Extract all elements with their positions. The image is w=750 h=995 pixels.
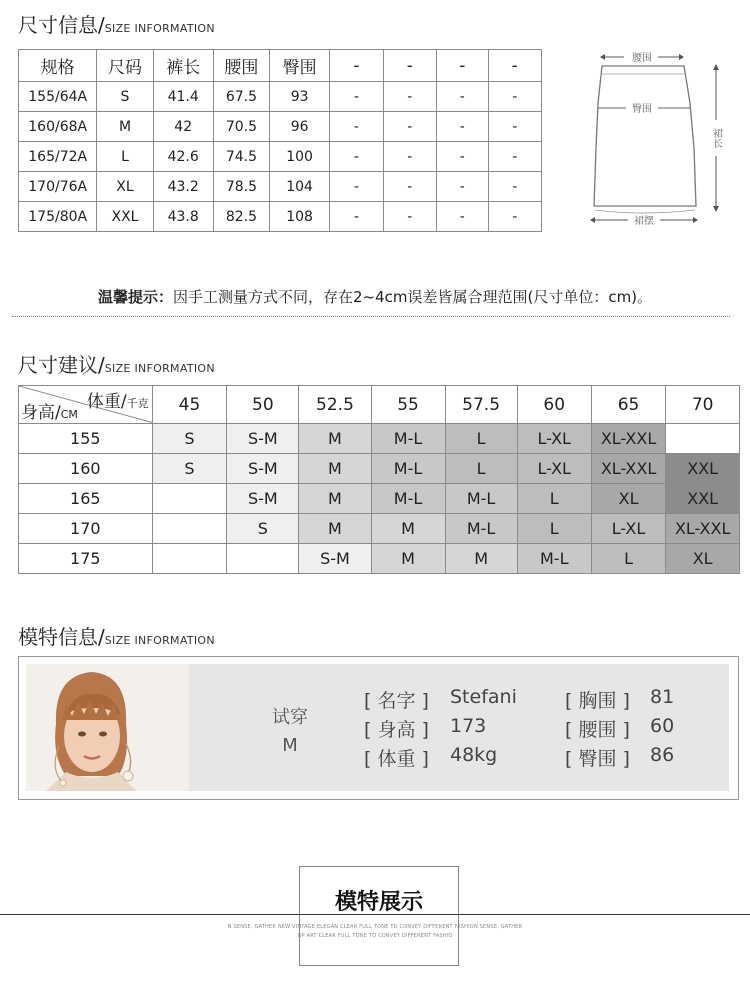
size-cell: 100 — [270, 142, 330, 172]
model-info-box — [18, 656, 739, 800]
rec-size-cell: L — [517, 514, 591, 544]
model-info-title: 模特信息/SIZE INFORMATION — [18, 625, 215, 649]
size-cell: 175/80A — [19, 202, 97, 232]
size-row — [19, 172, 542, 202]
rec-size-cell — [152, 514, 227, 544]
showcase-title: 模特展示 — [334, 890, 423, 915]
size-cell: 70.5 — [213, 112, 269, 142]
rec-size-cell: M — [371, 544, 445, 574]
rec-size-cell: L — [445, 454, 517, 484]
rec-size-cell: M-L — [371, 484, 445, 514]
weight-header-cell: 55 — [371, 386, 445, 424]
size-cell: 93 — [270, 82, 330, 112]
size-row — [19, 112, 542, 142]
size-cell: - — [488, 82, 542, 112]
waist-label: 腰围 — [632, 53, 652, 64]
rec-size-cell: M-L — [371, 424, 445, 454]
showcase-frame — [299, 866, 459, 966]
size-cell: M — [97, 112, 153, 142]
showcase-divider — [0, 914, 750, 915]
size-cell: 160/68A — [19, 112, 97, 142]
size-rec-title: 尺寸建议/SIZE INFORMATION — [18, 353, 215, 377]
rec-size-cell: XL-XXL — [591, 424, 666, 454]
dotted-divider — [12, 316, 730, 317]
size-cell: - — [383, 172, 436, 202]
size-cell: 78.5 — [213, 172, 269, 202]
height-cell: 175 — [19, 544, 153, 574]
size-cell: 41.4 — [153, 82, 213, 112]
rec-row — [19, 544, 740, 574]
size-cell: 104 — [270, 172, 330, 202]
rec-size-cell: XL-XXL — [591, 454, 666, 484]
weight-header-cell: 60 — [517, 386, 591, 424]
size-cell: - — [330, 112, 383, 142]
rec-size-cell: XXL — [666, 484, 740, 514]
rec-size-cell: M — [445, 544, 517, 574]
rec-row — [19, 454, 740, 484]
size-cell: - — [437, 202, 488, 232]
size-cell: 96 — [270, 112, 330, 142]
height-value: 173 — [450, 715, 487, 737]
name-value: Stefani — [450, 686, 517, 708]
size-cell: - — [330, 202, 383, 232]
rec-size-cell: L-XL — [517, 424, 591, 454]
size-cell: 165/72A — [19, 142, 97, 172]
size-cell: - — [437, 172, 488, 202]
rec-size-cell: XL-XXL — [666, 514, 740, 544]
rec-row — [19, 514, 740, 544]
height-cell: 160 — [19, 454, 153, 484]
rec-corner-cell — [19, 386, 153, 424]
rec-size-cell: L-XL — [591, 514, 666, 544]
rec-row — [19, 484, 740, 514]
rec-size-cell: M — [299, 454, 371, 484]
height-cell: 170 — [19, 514, 153, 544]
rec-size-cell: L — [445, 424, 517, 454]
size-cell: XL — [97, 172, 153, 202]
height-label: [ 身高 ] — [364, 719, 429, 741]
rec-size-cell: S-M — [227, 454, 299, 484]
weight-header-cell: 50 — [227, 386, 299, 424]
size-cell: - — [383, 202, 436, 232]
size-header-row — [19, 50, 542, 82]
rec-size-cell: S — [227, 514, 299, 544]
rec-size-cell: M-L — [517, 544, 591, 574]
weight-value: 48kg — [450, 744, 498, 766]
size-cell: 42.6 — [153, 142, 213, 172]
rec-size-cell: L-XL — [517, 454, 591, 484]
rec-size-cell: S-M — [227, 424, 299, 454]
size-cell: XXL — [97, 202, 153, 232]
rec-size-cell — [666, 424, 740, 454]
rec-size-cell: M — [299, 484, 371, 514]
name-label: [ 名字 ] — [364, 690, 429, 712]
size-info-title: 尺寸信息/SIZE INFORMATION — [18, 13, 215, 37]
size-cell: - — [383, 142, 436, 172]
weight-header-cell: 70 — [666, 386, 740, 424]
size-cell: - — [488, 142, 542, 172]
weight-header-cell: 52.5 — [299, 386, 371, 424]
size-header-cell: 规格 — [19, 50, 97, 82]
size-tip: 温馨提示：因手工测量方式不同，存在2~4cm误差皆属合理范围(尺寸单位：cm)。 — [97, 288, 653, 306]
height-cell: 155 — [19, 424, 153, 454]
size-row — [19, 202, 542, 232]
size-cell: - — [437, 142, 488, 172]
length-label: 裙长 — [710, 128, 722, 148]
rec-size-cell: S-M — [227, 484, 299, 514]
rec-size-cell: L — [517, 484, 591, 514]
size-cell: 42 — [153, 112, 213, 142]
size-header-cell: 尺码 — [97, 50, 153, 82]
height-cell: 165 — [19, 484, 153, 514]
rec-size-cell: L — [591, 544, 666, 574]
size-cell: 74.5 — [213, 142, 269, 172]
rec-size-cell: M — [299, 514, 371, 544]
rec-size-cell: XL — [666, 544, 740, 574]
rec-size-cell: M — [299, 424, 371, 454]
weight-label: [ 体重 ] — [364, 748, 429, 770]
size-cell: - — [330, 172, 383, 202]
size-header-cell: 腰围 — [213, 50, 269, 82]
size-header-cell: - — [383, 50, 436, 82]
size-cell: - — [488, 172, 542, 202]
size-row — [19, 142, 542, 172]
hip-value: 86 — [650, 744, 675, 766]
size-header-cell: 臀围 — [270, 50, 330, 82]
weight-axis-label: 体重/千克 — [86, 392, 149, 412]
rec-size-cell: S — [152, 424, 227, 454]
size-cell: - — [488, 112, 542, 142]
size-cell: L — [97, 142, 153, 172]
skirt-diagram — [582, 48, 732, 233]
size-cell: 67.5 — [213, 82, 269, 112]
weight-header-cell: 57.5 — [445, 386, 517, 424]
trial-size: 试穿 M — [272, 707, 308, 756]
rec-size-cell — [152, 544, 227, 574]
rec-size-cell: S-M — [299, 544, 371, 574]
height-axis-label: 身高/CM — [21, 403, 78, 423]
rec-size-cell — [152, 484, 227, 514]
waist-label: [ 腰围 ] — [565, 719, 630, 741]
model-info-panel — [26, 664, 729, 791]
model-portrait-illustration — [26, 664, 189, 791]
rec-size-cell: M-L — [371, 454, 445, 484]
size-cell: - — [437, 112, 488, 142]
size-cell: 170/76A — [19, 172, 97, 202]
size-cell: 108 — [270, 202, 330, 232]
size-cell: - — [330, 142, 383, 172]
size-header-cell: - — [437, 50, 488, 82]
rec-size-cell: M-L — [445, 484, 517, 514]
hip-label: 臀围 — [632, 104, 652, 115]
rec-size-cell: XXL — [666, 454, 740, 484]
rec-size-cell — [227, 544, 299, 574]
size-cell: - — [383, 82, 436, 112]
size-cell: - — [330, 82, 383, 112]
size-cell: 82.5 — [213, 202, 269, 232]
hem-label: 裙摆 — [634, 216, 654, 227]
size-cell: 43.8 — [153, 202, 213, 232]
hip-label: [ 臀围 ] — [565, 748, 630, 770]
size-cell: - — [437, 82, 488, 112]
size-cell: - — [488, 202, 542, 232]
rec-size-cell: XL — [591, 484, 666, 514]
size-header-cell: - — [488, 50, 542, 82]
size-cell: - — [383, 112, 436, 142]
rec-size-cell: M — [371, 514, 445, 544]
weight-header-cell: 65 — [591, 386, 666, 424]
bust-value: 81 — [650, 686, 675, 708]
model-photo — [26, 664, 189, 791]
size-header-cell: - — [330, 50, 383, 82]
showcase-subtitle-1: N SENSE, GATHER NEW VINTAGE ELEGAN CLEAR FULL TONE TO CONVEY DIFFERENT FASHION SENSE, GATHER — [227, 924, 523, 930]
size-header-cell: 裤长 — [153, 50, 213, 82]
size-cell: S — [97, 82, 153, 112]
rec-header-row — [19, 386, 740, 424]
size-cell: 43.2 — [153, 172, 213, 202]
waist-value: 60 — [650, 715, 675, 737]
bust-label: [ 胸围 ] — [565, 690, 630, 712]
size-cell: 155/64A — [19, 82, 97, 112]
size-row — [19, 82, 542, 112]
size-info-table — [18, 49, 542, 232]
showcase-subtitle-2: OP ART CLEAR FULL TONE TO CONVEY DIFFERENT FASHIO — [297, 933, 453, 939]
rec-row — [19, 424, 740, 454]
weight-header-cell: 45 — [152, 386, 227, 424]
size-rec-table — [18, 385, 740, 574]
rec-size-cell: S — [152, 454, 227, 484]
rec-size-cell: M-L — [445, 514, 517, 544]
